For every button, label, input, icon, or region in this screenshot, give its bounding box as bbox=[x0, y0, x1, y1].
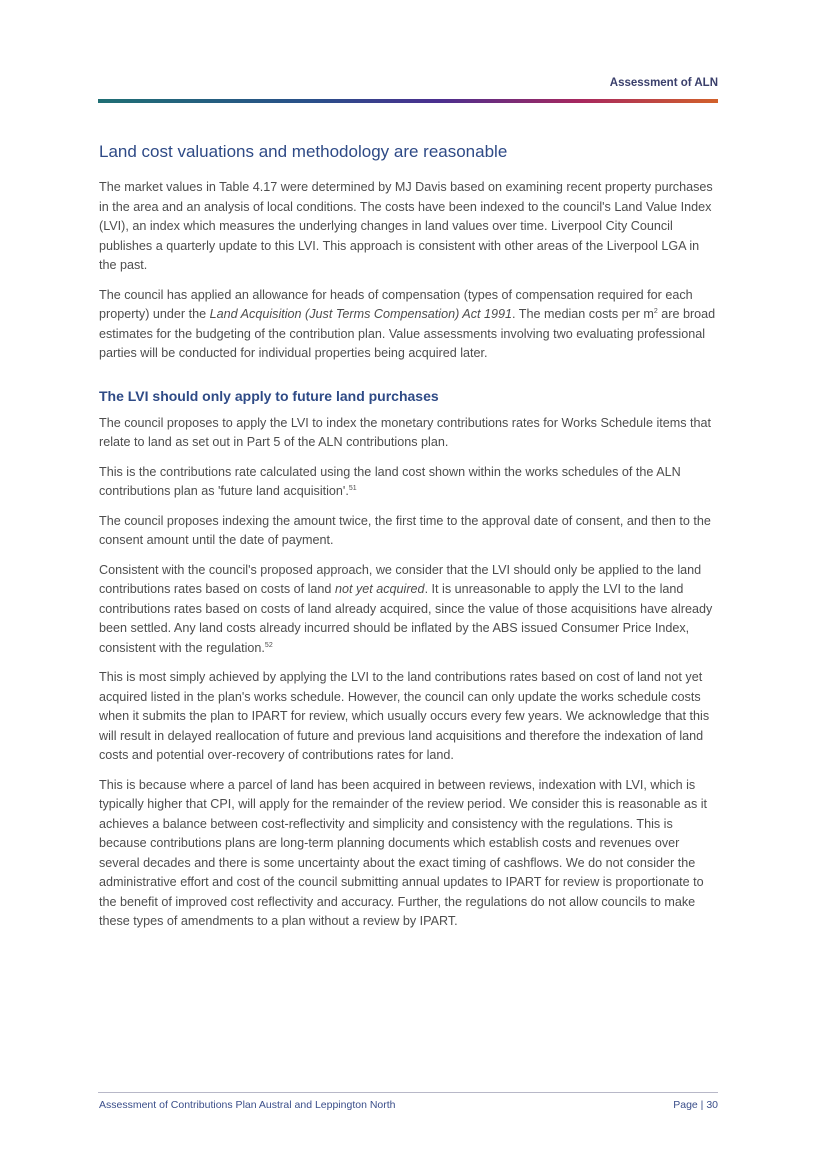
text-run: are broad estimates for the budgeting of the contribution plan. Value assessments involving two evaluating professional parties will be conducted for individual properties being acquired later. bbox=[99, 307, 716, 360]
text-run: The council has applied an allowance for heads of compensation (types of compensation required for each property) under the bbox=[99, 287, 693, 321]
paragraph bbox=[99, 286, 719, 364]
header-title: Assessment of ALN bbox=[609, 77, 718, 89]
paragraph: This is most simply achieved by applying the LVI to the land contributions rates based on cost of land not yet acquired listed in the plan's works schedule. However, the council can only update the works schedule costs when it submits the plan to IPART for review, which usually occurs every few years. We acknowledge that this will result in delayed reallocation of future and previous land acquisitions and therefore the indexation of land costs and potential over-recovery of contributions rates for land. bbox=[99, 670, 710, 762]
footnote-ref: 51 bbox=[348, 484, 357, 492]
superscript: 2 bbox=[653, 307, 658, 315]
footer-page-number: Page | 30 bbox=[673, 1099, 718, 1111]
paragraph: The council proposes indexing the amount twice, the first time to the approval date of consent, and then to the consent amount until the date of payment. bbox=[99, 513, 711, 547]
section-heading: Land cost valuations and methodology are reasonable bbox=[99, 142, 508, 161]
text-run: . It is unreasonable to apply the LVI to the land contributions rates based on costs of land already acquired, since the value of those acquisitions have already been settled. Any land costs already incurred should be inflated by the ABS issued Consumer Price Index, consistent with the regulation. bbox=[99, 582, 713, 655]
paragraph bbox=[99, 463, 719, 502]
paragraph bbox=[99, 561, 719, 659]
paragraph: This is because where a parcel of land has been acquired in between reviews, indexation with LVI, which is typically higher that CPI, will apply for the remainder of the review period. We consider this is reasonable as it achieves a balance between cost-reflectivity and simplicity and consistency with the regulations. This is because contributions plans are long-term planning documents which establish costs and revenues over several decades and there is some uncertainty about the exact timing of cashflows. We do not consider the administrative effort and cost of the council submitting annual updates to IPART for review is proportionate to the benefit of improved cost reflectivity and accuracy. Further, the regulations do not allow councils to make these types of amendments to a plan without a review by IPART. bbox=[99, 777, 708, 928]
text-run: . The median costs per m bbox=[512, 307, 654, 321]
text-run: Consistent with the council's proposed approach, we consider that the LVI should only be applied to the land contributions rates based on costs of land bbox=[99, 562, 702, 596]
header-gradient-rule bbox=[98, 99, 718, 103]
footer-rule bbox=[98, 1092, 718, 1093]
text-run: This is the contributions rate calculated using the land cost shown within the works schedules of the ALN contributions plan as 'future land acquisition'. bbox=[99, 464, 681, 498]
subsection-heading: The LVI should only apply to future land purchases bbox=[99, 387, 439, 404]
paragraph: The market values in Table 4.17 were determined by MJ Davis based on examining recent property purchases in the area and an analysis of local conditions. The costs have been indexed to the council's Land Value Index (LVI), an index which measures the underlying changes in land values over time. Liverpool City Council publishes a quarterly update to this LVI. This approach is consistent with other areas of the Liverpool LGA in the past. bbox=[99, 180, 713, 272]
footnote-ref: 52 bbox=[264, 641, 273, 649]
paragraph: The council proposes to apply the LVI to index the monetary contributions rates for Works Schedule items that relate to land as set out in Part 5 of the ALN contributions plan. bbox=[99, 415, 712, 449]
act-title: Land Acquisition (Just Terms Compensation) Act 1991 bbox=[209, 307, 513, 321]
footer-document-title: Assessment of Contributions Plan Austral and Leppington North bbox=[99, 1099, 396, 1111]
page-content bbox=[99, 140, 719, 942]
emphasis: not yet acquired bbox=[334, 582, 425, 596]
